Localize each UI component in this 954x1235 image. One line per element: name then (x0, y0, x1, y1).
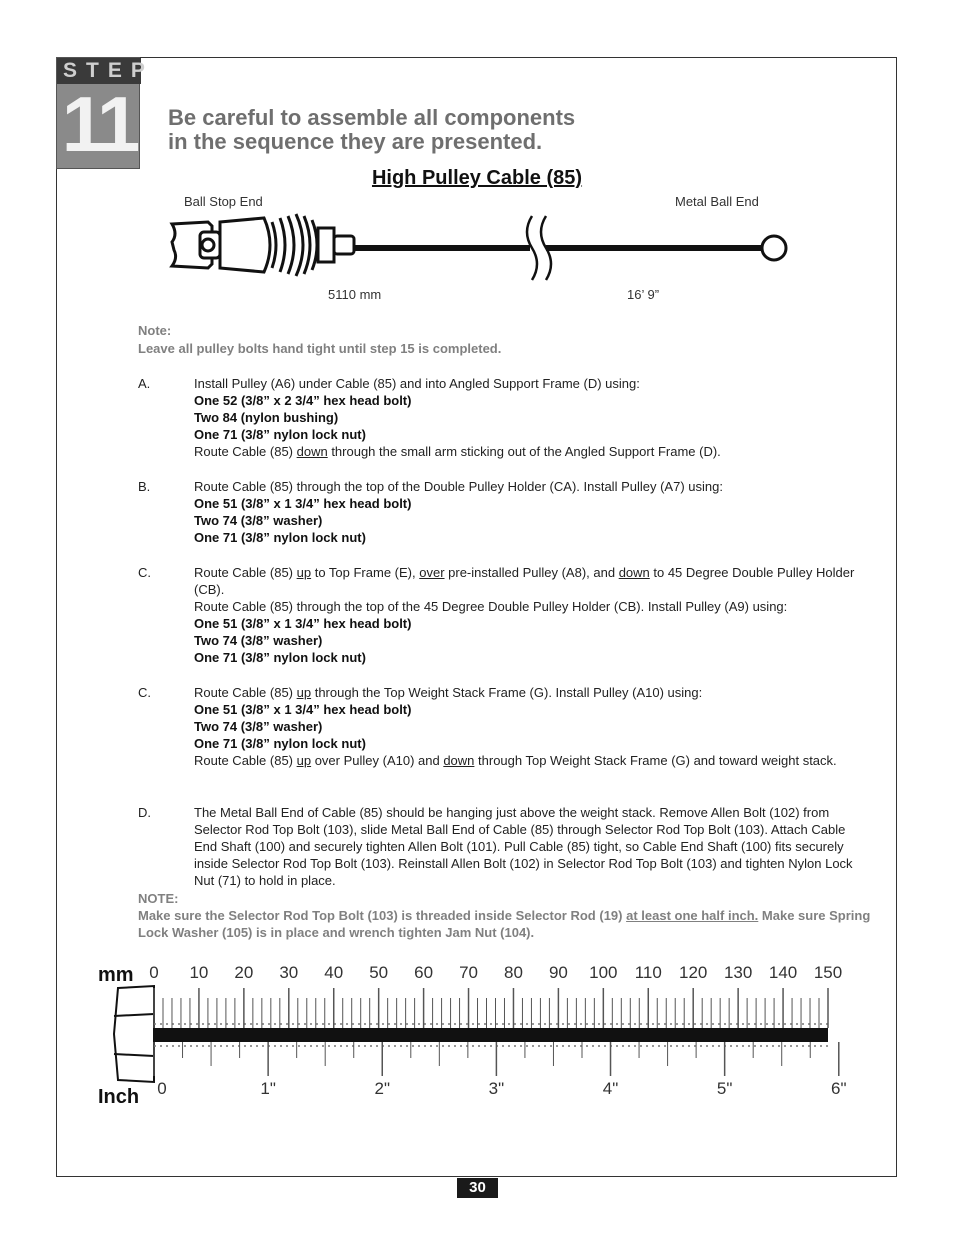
inch-tick-label: 4" (602, 1079, 619, 1098)
cable-break (527, 216, 551, 280)
inch-tick-label: 1" (260, 1079, 276, 1098)
step-a-part-1: One 52 (3/8” x 2 3/4” hex head bolt) (194, 393, 412, 408)
step-b-part-3: One 71 (3/8” nylon lock nut) (194, 530, 366, 545)
cable-title: High Pulley Cable (85) (371, 167, 583, 189)
mm-tick-label: 90 (548, 963, 568, 982)
mm-tick-label: 0 (149, 963, 159, 982)
step-a-part-2: Two 84 (nylon bushing) (194, 410, 339, 425)
length-mm: 5110 mm (328, 287, 382, 302)
headline-line-2: in the sequence they are presented. (168, 129, 543, 154)
note2 (138, 890, 883, 941)
inch-tick-label: 6" (831, 1079, 847, 1098)
page-number: 30 (457, 1178, 498, 1198)
step-c2-letter: C. (138, 685, 151, 700)
mm-tick-label: 80 (504, 963, 523, 982)
length-ft: 16’ 9” (627, 287, 660, 302)
bolt-head (114, 986, 154, 1082)
step-c1-part-3: One 71 (3/8” nylon lock nut) (194, 650, 366, 665)
note2-text: Make sure the Selector Rod Top Bolt (103) is threaded inside Selector Rod (19) at least one half inch. Make sure Spring Lock Washer (105) is in place and wrench tighten Jam Nut (104). (138, 908, 871, 940)
mm-tick-label: 140 (768, 963, 798, 982)
mm-tick-label: 130 (723, 963, 753, 982)
cable-illustration (168, 208, 798, 283)
step-label: STEP (57, 58, 141, 84)
inch-tick-label: 0 (157, 1079, 167, 1098)
step-d-letter: D. (138, 805, 151, 820)
step-d-text: The Metal Ball End of Cable (85) should be hanging just above the weight stack. Remove Allen Bolt (102) from Selector Rod Top Bolt (103), slide Metal Ball End of Cable (85) through Selector Rod Top Bolt (103). Attach Cable End Shaft (100) and securely tighten Allen Bolt (101). Pull Cable (85) tight, so Cable End Shaft (100) fits securely inside Selector Rod Top Bolt (103). Reinstall Allen Bolt (102) in Selector Rod Top Bolt (103) and tighten Nylon Lock Nut (71) to hold in place. (194, 805, 853, 888)
ball-stop-end-label: Ball Stop End (184, 194, 263, 209)
note2-heading: NOTE: (138, 891, 179, 906)
mm-tick-label: 70 (459, 963, 478, 982)
step-a-intro: Install Pulley (A6) under Cable (85) and into Angled Support Frame (D) using: (194, 376, 640, 391)
step-c2-intro: Route Cable (85) up through the Top Weight Stack Frame (G). Install Pulley (A10) using: (194, 685, 703, 700)
inch-label: Inch (98, 1086, 140, 1108)
mm-tick-label: 50 (369, 963, 389, 982)
clevis-end (172, 218, 270, 272)
note-text: Leave all pulley bolts hand tight until step 15 is completed. (138, 341, 502, 356)
mm-tick-label: 30 (279, 963, 299, 982)
mm-tick-label: 120 (679, 963, 708, 982)
step-c1-intro: Route Cable (85) up to Top Frame (E), over pre-installed Pulley (A8), and down to 45 Degree Double Pulley Holder (CB). (194, 565, 855, 597)
inch-tick-label: 5" (716, 1079, 733, 1098)
mm-tick-label: 60 (414, 963, 434, 982)
metal-ball-end-label: Metal Ball End (675, 194, 759, 209)
step-c2-part-2: Two 74 (3/8” washer) (194, 719, 323, 734)
step-a-part-3: One 71 (3/8” nylon lock nut) (194, 427, 366, 442)
mm-tick-label: 40 (324, 963, 344, 982)
headline-line-1: Be careful to assemble all components (168, 105, 576, 130)
mm-tick-label: 150 (813, 963, 843, 982)
mm-tick-label: 100 (589, 963, 618, 982)
step-b-intro: Route Cable (85) through the top of the Double Pulley Holder (CA). Install Pulley (A7) using: (194, 479, 723, 494)
step-c1-part-1: One 51 (3/8” x 1 3/4” hex head bolt) (194, 616, 412, 631)
inch-tick-label: 3" (488, 1079, 505, 1098)
ruler (110, 958, 860, 1108)
step-number: 11 (61, 80, 137, 168)
step-a-letter: A. (138, 376, 151, 391)
note-heading: Note: (138, 323, 172, 338)
mm-tick-label: 20 (234, 963, 254, 982)
step-b-part-2: Two 74 (3/8” washer) (194, 513, 323, 528)
step-a-route: Route Cable (85) down through the small arm sticking out of the Angled Support Frame (D). (194, 444, 721, 459)
step-badge (56, 57, 154, 169)
step-c1-part-2: Two 74 (3/8” washer) (194, 633, 323, 648)
step-c2-part-1: One 51 (3/8” x 1 3/4” hex head bolt) (194, 702, 412, 717)
metal-ball (762, 236, 786, 260)
inch-tick-label: 2" (374, 1079, 391, 1098)
step-b-letter: B. (138, 479, 151, 494)
stop-spring (272, 214, 354, 276)
step-c2-route: Route Cable (85) up over Pulley (A10) and down through Top Weight Stack Frame (G) and toward weight stack. (194, 753, 837, 768)
headline (168, 106, 728, 154)
mm-tick-label: 110 (634, 963, 662, 982)
mm-tick-label: 10 (189, 963, 209, 982)
bolt-shaft (154, 1028, 828, 1042)
step-c1-line2: Route Cable (85) through the top of the 45 Degree Double Pulley Holder (CB). Install Pulley (A9) using: (194, 599, 788, 614)
step-c1-letter: C. (138, 565, 151, 580)
step-b-part-1: One 51 (3/8” x 1 3/4” hex head bolt) (194, 496, 412, 511)
step-c2-part-3: One 71 (3/8” nylon lock nut) (194, 736, 366, 751)
mm-label: mm (98, 964, 134, 986)
